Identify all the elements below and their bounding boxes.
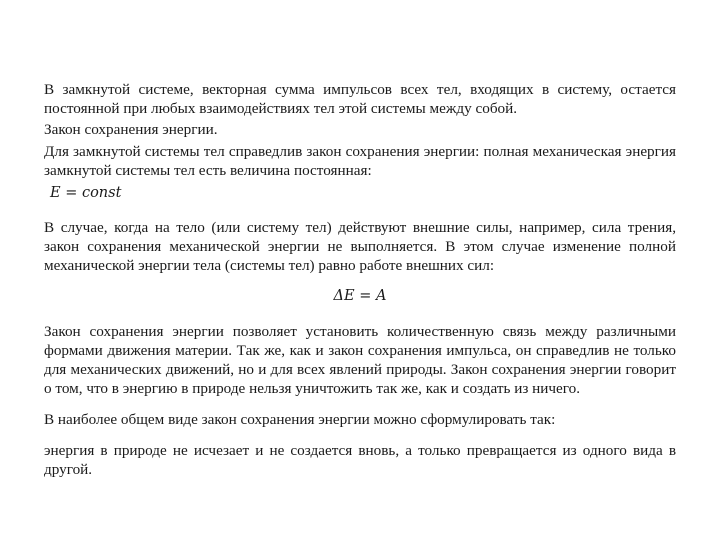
formula-energy-constant: E = const — [50, 185, 122, 201]
paragraph-general-form: В наиболее общем виде закон сохранения энергии можно сформулировать так: — [44, 411, 556, 428]
formula-energy-change: ΔE = A — [333, 288, 387, 304]
document-page — [44, 80, 676, 479]
paragraph-forms-of-motion: Закон сохранения энергии позволяет установить количественную связь между различными формами движения материи. Так же, как и закон сохранения импульса, он справедлив не только для механических движений, но и для всех явлений природы. Закон сохранения энергии говорит о том, что в энергию в природе нельзя уничтожить так же, как и создать из ничего. — [44, 323, 676, 397]
paragraph-energy-conservation: Для замкнутой системы тел справедлив закон сохранения энергии: полная механическая энергия замкнутой системы тел есть величина постоянная: — [44, 143, 676, 179]
paragraph-external-forces: В случае, когда на тело (или систему тел) действуют внешние силы, например, сила трения, закон сохранения механической энергии не выполняется. В этом случае изменение полной механической энергии тела (системы тел) равно работе внешних сил: — [44, 219, 676, 274]
section-heading: Закон сохранения энергии. — [44, 121, 218, 138]
paragraph-momentum-conservation: В замкнутой системе, векторная сумма импульсов всех тел, входящих в систему, остается постоянной при любых взаимодействиях тел этой системы между собой. — [44, 81, 676, 117]
paragraph-law-statement: энергия в природе не исчезает и не создается вновь, а только превращается из одного вида в другой. — [44, 442, 676, 478]
